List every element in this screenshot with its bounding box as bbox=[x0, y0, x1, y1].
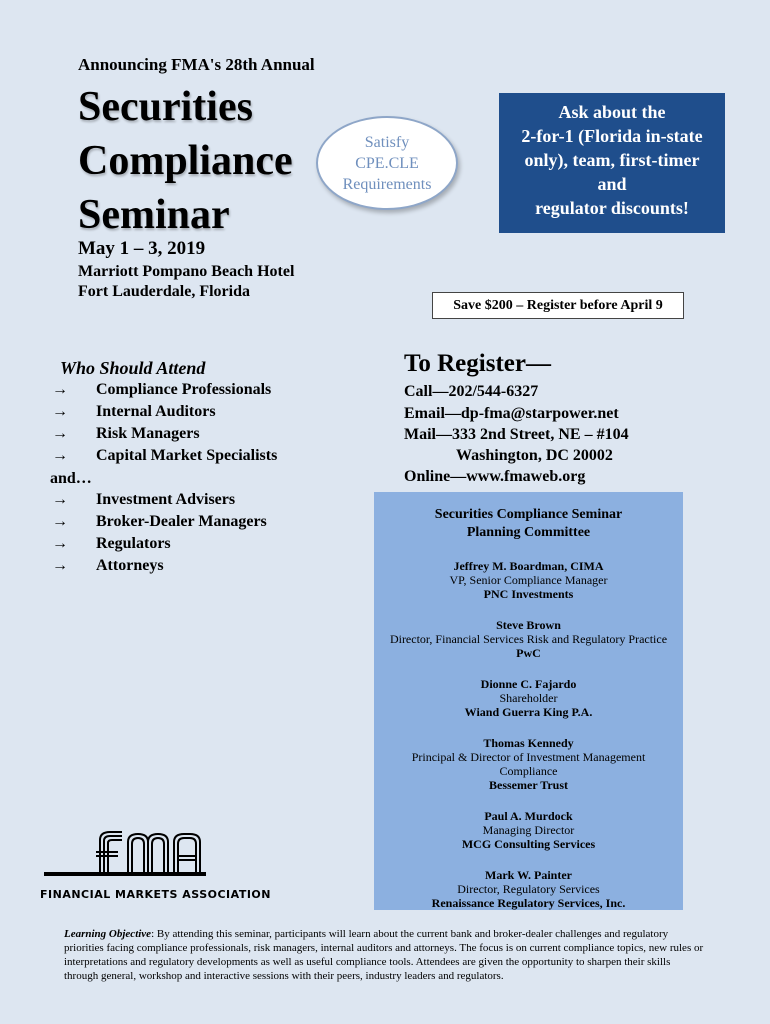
arrow-right-icon: → bbox=[52, 535, 68, 552]
committee-subtitle: Planning Committee bbox=[466, 525, 591, 540]
member-name: Steve Brown bbox=[496, 618, 561, 632]
member-name: Dionne C. Fajardo bbox=[480, 677, 577, 691]
venue-line: Marriott Pompano Beach Hotel bbox=[78, 263, 295, 280]
register-online-link[interactable]: Online—www.fmaweb.org bbox=[404, 468, 586, 485]
register-mail-address: Mail—333 2nd Street, NE – #104 bbox=[404, 426, 629, 443]
title-line: Seminar bbox=[78, 192, 230, 238]
member-organization: Renaissance Regulatory Services, Inc. bbox=[431, 896, 626, 910]
title-line: Compliance bbox=[78, 138, 293, 184]
logo-wordmark: FINANCIAL MARKETS ASSOCIATION bbox=[40, 888, 271, 901]
member-role: Managing Director bbox=[482, 823, 575, 837]
badge-line: Requirements bbox=[342, 175, 432, 193]
announcement-heading: Announcing FMA's 28th Annual bbox=[78, 55, 315, 74]
attendee-label: Investment Advisers bbox=[96, 491, 236, 508]
committee-member bbox=[374, 677, 683, 719]
arrow-right-icon: → bbox=[52, 513, 68, 530]
planning-committee-panel bbox=[374, 492, 683, 910]
attendee-label: Risk Managers bbox=[96, 425, 200, 442]
member-name: Mark W. Painter bbox=[485, 868, 572, 882]
badge-line: Satisfy bbox=[364, 133, 410, 151]
member-role: Principal & Director of Investment Management bbox=[411, 750, 646, 764]
discount-line: and bbox=[597, 174, 627, 194]
discount-line: regulator discounts! bbox=[535, 198, 689, 218]
committee-member bbox=[374, 868, 683, 910]
arrow-right-icon: → bbox=[52, 381, 68, 398]
committee-member bbox=[374, 559, 683, 601]
discount-line: Ask about the bbox=[558, 102, 666, 122]
event-dates: May 1 – 3, 2019 bbox=[78, 238, 206, 259]
committee-member bbox=[374, 809, 683, 851]
arrow-right-icon: → bbox=[52, 491, 68, 508]
who-should-attend-heading: Who Should Attend bbox=[60, 358, 206, 378]
attendee-label: Regulators bbox=[96, 535, 171, 552]
register-email[interactable]: Email—dp-fma@starpower.net bbox=[404, 405, 619, 422]
discount-line: only), team, first-timer bbox=[524, 150, 700, 170]
member-organization: MCG Consulting Services bbox=[461, 837, 596, 851]
member-organization: PwC bbox=[516, 646, 541, 660]
committee-heading bbox=[374, 506, 683, 542]
committee-title: Securities Compliance Seminar bbox=[434, 507, 623, 522]
member-organization: Wiand Guerra King P.A. bbox=[464, 705, 593, 719]
seminar-title bbox=[78, 80, 293, 242]
register-heading: To Register— bbox=[404, 350, 551, 377]
and-label: and… bbox=[50, 470, 92, 487]
member-organization: PNC Investments bbox=[483, 587, 574, 601]
title-line: Securities bbox=[78, 84, 253, 130]
member-role: Director, Regulatory Services bbox=[457, 882, 600, 896]
event-venue bbox=[78, 262, 294, 302]
attendee-label: Broker-Dealer Managers bbox=[96, 513, 267, 530]
arrow-right-icon: → bbox=[52, 447, 68, 464]
member-role: Shareholder bbox=[499, 691, 558, 705]
badge-line: CPE.CLE bbox=[355, 154, 419, 172]
discount-callout bbox=[499, 93, 725, 233]
arrow-right-icon: → bbox=[52, 425, 68, 442]
discount-line: 2-for-1 (Florida in-state bbox=[521, 126, 703, 146]
member-name: Jeffrey M. Boardman, CIMA bbox=[453, 559, 604, 573]
attendee-label: Internal Auditors bbox=[96, 403, 216, 420]
committee-member bbox=[374, 618, 683, 660]
attendee-label: Compliance Professionals bbox=[96, 381, 272, 398]
member-name: Paul A. Murdock bbox=[484, 809, 573, 823]
attendee-label: Attorneys bbox=[96, 557, 164, 574]
venue-line: Fort Lauderdale, Florida bbox=[78, 283, 250, 300]
cpe-cle-badge bbox=[316, 116, 458, 210]
register-phone[interactable]: Call—202/544-6327 bbox=[404, 383, 539, 400]
learning-objective bbox=[64, 927, 704, 983]
early-registration-banner: Save $200 – Register before April 9 bbox=[432, 292, 684, 319]
member-role: Director, Financial Services Risk and Regulatory Practice bbox=[389, 632, 668, 646]
member-name: Thomas Kennedy bbox=[483, 736, 574, 750]
learning-objective-label: Learning Objective bbox=[64, 928, 152, 940]
member-role: Compliance bbox=[499, 764, 558, 778]
register-mail-city: Washington, DC 20002 bbox=[456, 447, 613, 464]
committee-member bbox=[374, 736, 683, 792]
arrow-right-icon: → bbox=[52, 403, 68, 420]
arrow-right-icon: → bbox=[52, 557, 68, 574]
member-organization: Bessemer Trust bbox=[489, 778, 568, 792]
attendee-label: Capital Market Specialists bbox=[96, 447, 278, 464]
learning-objective-text: : By attending this seminar, participants will learn about the current bank and broker-dealer challenges and regulatory priorities facing compliance professionals, risk managers, internal auditors and attorneys. The focus is on current compliance topics, new rules or interpretations and regulatory developments as well as useful compliance tools. Attendees are given the opportunity to sharpen their skills through general, workshop and interactive sessions with their peers, industry leaders and regulators. bbox=[64, 928, 704, 982]
member-role: VP, Senior Compliance Manager bbox=[449, 573, 608, 587]
